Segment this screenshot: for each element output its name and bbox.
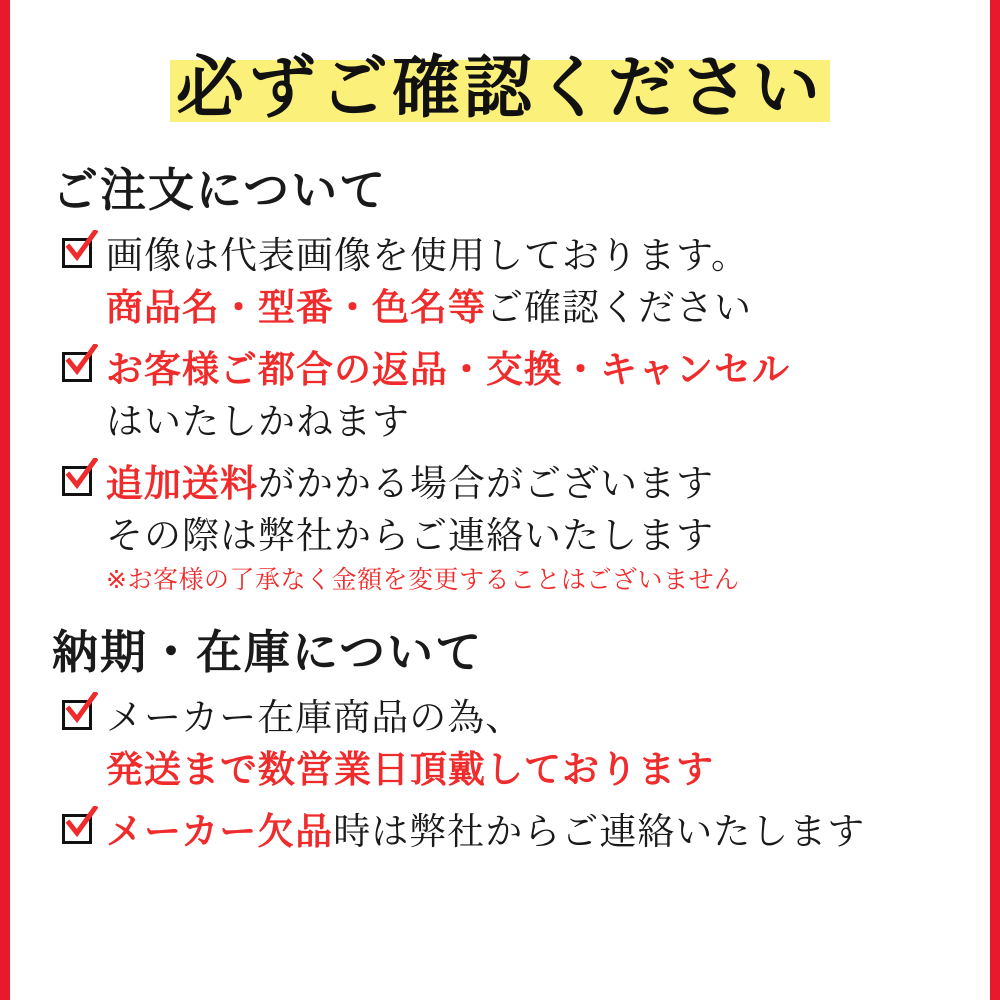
emphasis-text: 商品名・型番・色名等 bbox=[106, 286, 486, 329]
list-line-rest: がかかる場合がございます bbox=[258, 462, 714, 505]
section-heading-delivery: 納期・在庫について bbox=[52, 625, 484, 679]
list-line bbox=[106, 806, 962, 858]
list-item-text bbox=[106, 692, 962, 796]
emphasis-text: 追加送料 bbox=[106, 462, 258, 505]
list-line: メーカー在庫商品の為、 bbox=[106, 696, 524, 739]
page-title-text: 必ずご確認ください bbox=[175, 49, 824, 128]
list-line-rest: ご確認ください bbox=[486, 286, 752, 329]
section-heading-orders: ご注文について bbox=[52, 163, 388, 217]
list-item bbox=[60, 458, 962, 598]
list-item-text bbox=[106, 230, 962, 334]
list-item bbox=[60, 344, 962, 448]
list-item-text bbox=[106, 344, 962, 448]
list-item-note: ※お客様の了承なく金額を変更することはございません bbox=[106, 565, 740, 594]
list-line: その際は弊社からご連絡いたします bbox=[106, 514, 714, 557]
list-line: はいたしかねます bbox=[106, 400, 410, 443]
left-red-bar bbox=[0, 0, 10, 1000]
list-item bbox=[60, 692, 962, 796]
notice-content bbox=[10, 0, 990, 1000]
list-line bbox=[106, 282, 962, 334]
list-line: 画像は代表画像を使用しております。 bbox=[106, 234, 750, 277]
list-line: 発送まで数営業日頂戴しております bbox=[106, 748, 714, 791]
right-red-bar bbox=[990, 0, 1000, 1000]
checkbox-checked-icon bbox=[60, 696, 98, 734]
list-item bbox=[60, 230, 962, 334]
list-line: お客様ご都合の返品・交換・キャンセル bbox=[106, 348, 790, 391]
checkbox-checked-icon bbox=[60, 348, 98, 386]
list-line bbox=[106, 458, 962, 510]
emphasis-text: メーカー欠品 bbox=[106, 810, 334, 853]
page-title bbox=[38, 34, 962, 144]
list-item-text bbox=[106, 458, 962, 598]
checkbox-checked-icon bbox=[60, 462, 98, 500]
checkbox-checked-icon bbox=[60, 234, 98, 272]
list-item-text bbox=[106, 806, 962, 858]
list-line-rest: 時は弊社からご連絡いたします bbox=[333, 810, 866, 853]
list-item bbox=[60, 806, 962, 858]
checkbox-checked-icon bbox=[60, 810, 98, 848]
